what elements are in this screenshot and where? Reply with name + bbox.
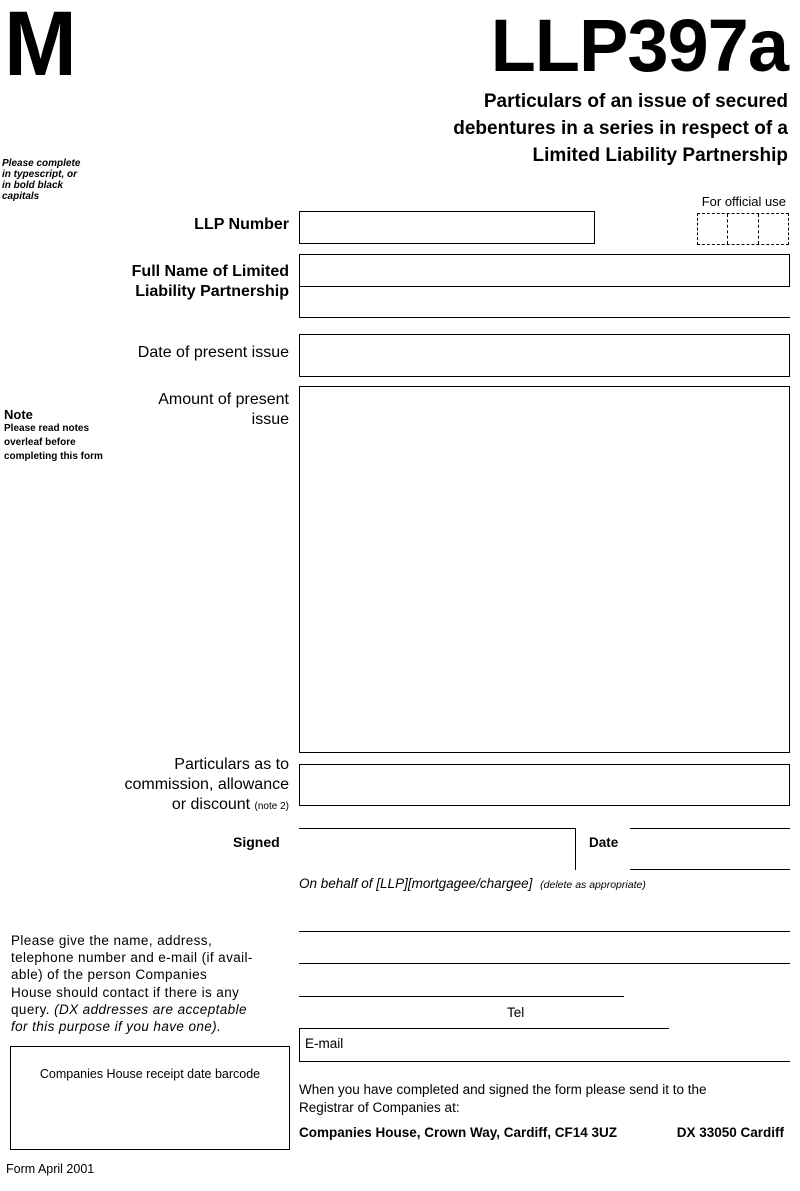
signature-date-field[interactable] xyxy=(630,828,790,870)
note-body xyxy=(4,422,124,464)
instruction-line: in typescript, or xyxy=(2,169,78,180)
amount-label-line: Amount of present xyxy=(158,391,289,408)
completion-instructions xyxy=(2,158,112,202)
amount-label xyxy=(158,390,289,430)
send-line: When you have completed and signed the form please send it to the xyxy=(299,1082,707,1097)
llp-number-field[interactable] xyxy=(299,211,595,244)
dx-note: (DX addresses are acceptable xyxy=(54,1001,247,1017)
amount-field[interactable] xyxy=(299,386,790,753)
note-line: Please read notes xyxy=(4,423,90,434)
official-use-cell xyxy=(759,214,788,244)
instruction-line: capitals xyxy=(2,191,40,202)
instruction-line: Please complete xyxy=(2,158,81,169)
receipt-barcode-box xyxy=(10,1046,290,1150)
contact-line: House should contact if there is any xyxy=(11,984,240,1000)
registrar-dx: DX 33050 Cardiff xyxy=(676,1125,784,1140)
amount-label-line: issue xyxy=(251,411,289,428)
contact-line: query. xyxy=(11,1001,50,1017)
form-title-line: Particulars of an issue of secured xyxy=(483,91,788,112)
date-of-issue-label: Date of present issue xyxy=(137,344,289,361)
send-instructions xyxy=(299,1081,779,1116)
official-use-box xyxy=(697,213,789,245)
note-line: completing this form xyxy=(4,451,103,462)
full-name-label xyxy=(132,262,289,302)
contact-instructions xyxy=(11,932,261,1035)
contact-address-field[interactable] xyxy=(299,931,790,1063)
particulars-label-line: or discount xyxy=(171,796,251,813)
form-code: LLP397a xyxy=(490,4,788,87)
full-name-field[interactable] xyxy=(299,254,790,318)
instruction-line: in bold black xyxy=(2,180,64,191)
official-use-cell xyxy=(728,214,758,244)
contact-line: Please give the name, address, xyxy=(11,933,213,948)
particulars-label xyxy=(124,755,289,817)
official-use-label: For official use xyxy=(701,194,786,209)
date-of-issue-field[interactable] xyxy=(299,334,790,377)
tel-label: Tel xyxy=(507,1005,525,1020)
receipt-barcode-label: Companies House receipt date barcode xyxy=(39,1067,261,1081)
note-heading: Note xyxy=(4,407,33,422)
note-line: overleaf before xyxy=(4,437,76,448)
particulars-label-line: Particulars as to xyxy=(174,756,289,773)
particulars-note-ref: (note 2) xyxy=(254,801,289,812)
contact-line: telephone number and e-mail (if avail- xyxy=(11,950,253,966)
form-title xyxy=(368,88,788,169)
form-title-line: Limited Liability Partnership xyxy=(532,145,788,166)
on-behalf-text xyxy=(299,876,646,891)
m-logo: M xyxy=(4,0,75,95)
signed-label: Signed xyxy=(233,834,280,850)
signature-field[interactable] xyxy=(299,828,575,870)
llp-number-label: LLP Number xyxy=(194,216,289,233)
particulars-label-line: commission, allowance xyxy=(124,776,289,793)
on-behalf-label: On behalf of [LLP][mortgagee/chargee] xyxy=(299,876,533,891)
date-label: Date xyxy=(589,835,619,850)
delete-note: (delete as appropriate) xyxy=(540,879,646,891)
email-label: E-mail xyxy=(305,1036,344,1051)
official-use-cell xyxy=(698,214,728,244)
dx-note: for this purpose if you have one). xyxy=(11,1019,222,1035)
full-name-label-line: Liability Partnership xyxy=(135,283,289,300)
full-name-label-line: Full Name of Limited xyxy=(131,263,289,280)
registrar-address: Companies House, Crown Way, Cardiff, CF14 3UZ xyxy=(299,1125,618,1140)
send-line: Registrar of Companies at: xyxy=(299,1099,460,1115)
form-version: Form April 2001 xyxy=(6,1162,95,1176)
contact-line: able) of the person Companies xyxy=(11,967,208,983)
particulars-field[interactable] xyxy=(299,764,790,806)
form-title-line: debentures in a series in respect of a xyxy=(453,118,788,139)
